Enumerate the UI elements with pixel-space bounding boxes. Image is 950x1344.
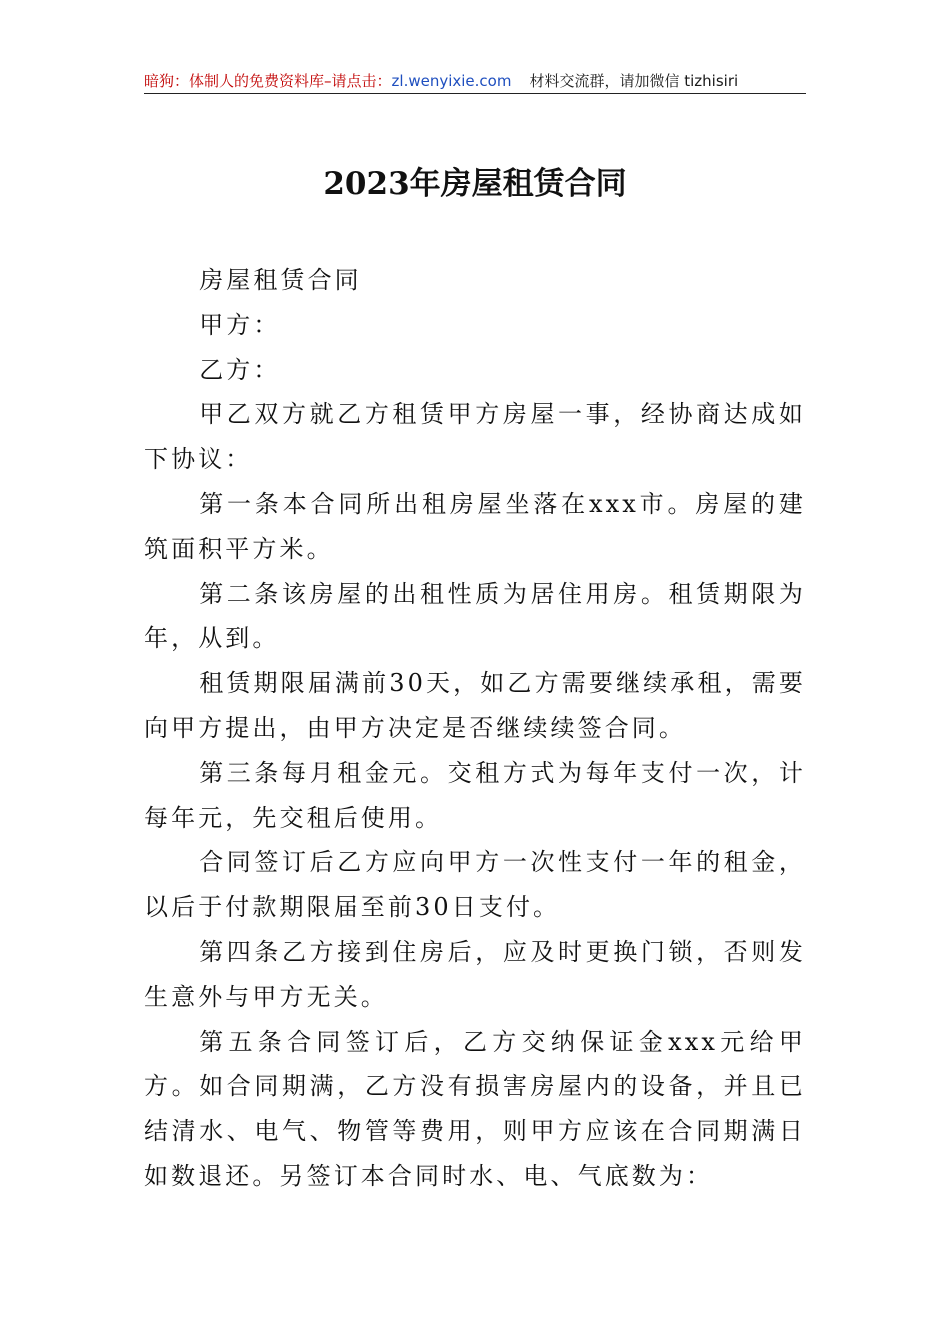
paragraph: 第四条乙方接到住房后，应及时更换门锁，否则发生意外与甲方无关。 <box>144 937 806 1011</box>
paragraph: 第二条该房屋的出租性质为居住用房。租赁期限为年，从到。 <box>144 579 806 653</box>
page-header <box>144 70 806 94</box>
header-wechat-note: 材料交流群，请加微信 tizhisiri <box>529 72 739 90</box>
header-link-prefix: –请点击： <box>324 72 392 90</box>
paragraph: 租赁期限届满前30天，如乙方需要继续承租，需要向甲方提出，由甲方决定是否继续续签合同。 <box>144 669 806 742</box>
paragraph: 甲乙双方就乙方租赁甲方房屋一事，经协商达成如下协议： <box>144 400 806 474</box>
paragraph: 乙方： <box>199 355 281 384</box>
header-divider <box>144 93 806 94</box>
paragraph: 第五条合同签订后，乙方交纳保证金xxx元给甲方。如合同期满，乙方没有损害房屋内的设备，并且已结清水、电气、物管等费用，则甲方应该在合同期满日如数退还。另签订本合同时水、电、气底数为： <box>144 1027 806 1190</box>
paragraph: 房屋租赁合同 <box>199 266 362 294</box>
document-body <box>144 258 806 1199</box>
header-link[interactable]: zl.wenyixie.com <box>391 72 512 90</box>
document-title: 2023年房屋租赁合同 <box>323 166 627 202</box>
paragraph: 第一条本合同所出租房屋坐落在xxx市。房屋的建筑面积平方米。 <box>144 489 806 563</box>
header-brand: 暗狗：体制人的免费资料库 <box>144 72 325 90</box>
paragraph: 甲方： <box>199 310 281 339</box>
paragraph: 合同签订后乙方应向甲方一次性支付一年的租金，以后于付款期限届至前30日支付。 <box>144 848 806 922</box>
paragraph: 第三条每月租金元。交租方式为每年支付一次，计每年元，先交租后使用。 <box>144 758 806 832</box>
